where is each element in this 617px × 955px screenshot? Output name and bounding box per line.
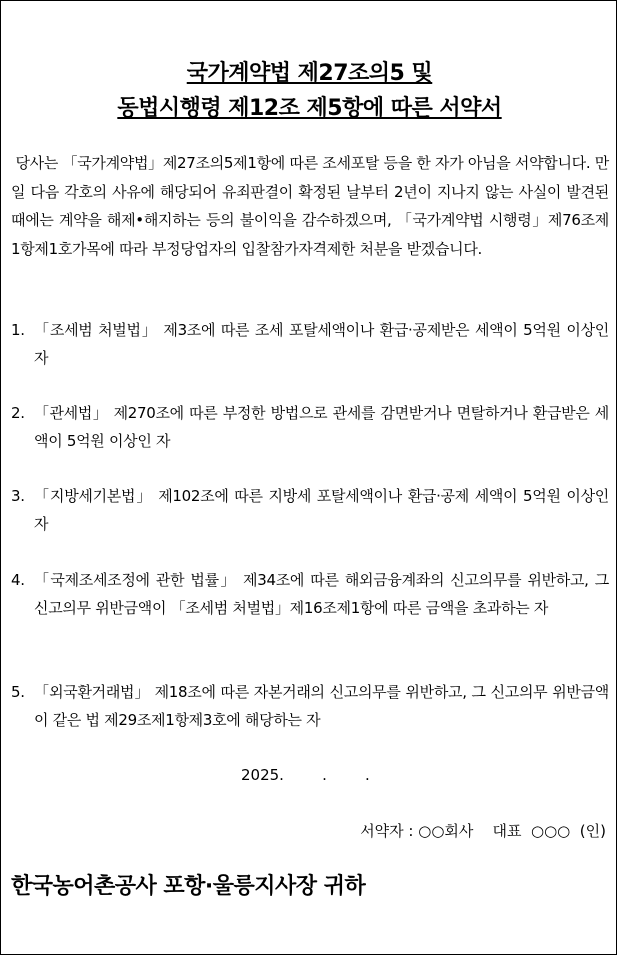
item-text: 「조세범 처벌법」 제3조에 따른 조세 포탈세액이나 환급·공제받은 세액이 5억원 이상인 자 xyxy=(34,321,609,367)
item-number: 5. xyxy=(11,683,25,701)
intro-text: 당사는 「국가계약법」제27조의5제1항에 따른 조세포탈 등을 한 자가 아님을 서약합니다. 만일 다음 각호의 사유에 해당되어 유죄판결이 확정된 날부터 2년이 지나지 않는 사실이 발견된 때에는 계약을 해제•해지하는 등의 불이익을 감수하겠으며, 「국가계약법 시행령」제76조제1항제1호가목에 따라 부정당업자의 입찰참가자격제한 처분을 받겠습니다. xyxy=(11,154,609,258)
list-item xyxy=(11,482,609,538)
signer-line: 서약자 : ○○회사 대표 ○○○ (인) xyxy=(360,822,606,840)
item-number: 4. xyxy=(11,571,25,589)
item-text: 「외국환거래법」 제18조에 따른 자본거래의 신고의무를 위반하고, 그 신고의무 위반금액이 같은 법 제29조제1항제3호에 해당하는 자 xyxy=(34,683,609,729)
item-number: 2. xyxy=(11,404,25,422)
item-text: 「국제조세조정에 관한 법률」 제34조에 따른 해외금융계좌의 신고의무를 위반하고, 그 신고의무 위반금액이 「조세범 처벌법」제16조제1항에 따른 금액을 초과하는 자 xyxy=(34,571,609,617)
item-number: 3. xyxy=(11,487,25,505)
item-text: 「관세법」 제270조에 따른 부정한 방법으로 관세를 감면받거나 면탈하거나 환급받은 세액이 5억원 이상인 자 xyxy=(34,404,609,450)
list-item xyxy=(11,678,609,734)
item-number: 1. xyxy=(11,321,25,339)
addressee: 한국농어촌공사 포항·울릉지사장 귀하 xyxy=(11,874,366,899)
list-item xyxy=(11,566,609,622)
intro-paragraph xyxy=(11,149,609,263)
title-line-2: 동법시행령 제12조 제5항에 따른 서약서 xyxy=(117,96,502,121)
list-item xyxy=(11,399,609,455)
title-line-1: 국가계약법 제27조의5 및 xyxy=(186,61,433,86)
list-item xyxy=(11,316,609,372)
pledge-date: 2025. . . xyxy=(241,766,370,784)
item-text: 「지방세기본법」 제102조에 따른 지방세 포탈세액이나 환급·공제 세액이 5억원 이상인 자 xyxy=(34,487,609,533)
